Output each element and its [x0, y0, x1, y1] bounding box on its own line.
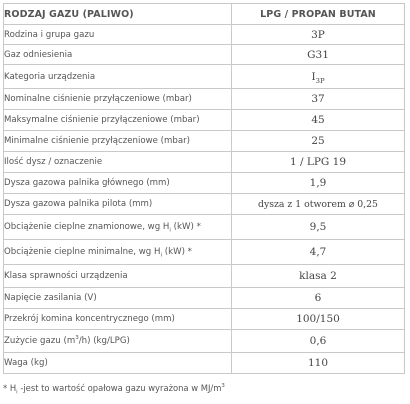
label-text: Obciążenie cieplne znamionowe, wg H — [4, 222, 170, 232]
param-value: 1,9 — [232, 173, 405, 194]
table-row — [4, 152, 405, 173]
table-row — [4, 45, 405, 65]
gas-spec-table — [3, 3, 405, 374]
table-row — [4, 25, 405, 45]
param-value: 0,6 — [232, 330, 405, 353]
param-label: Dysza gazowa palnika głównego (mm) — [4, 173, 232, 194]
footnote-marker: * H — [3, 383, 17, 393]
table-row — [4, 89, 405, 110]
param-label: Klasa sprawności urządzenia — [4, 265, 232, 288]
param-label: Minimalne ciśnienie przyłączeniowe (mbar) — [4, 131, 232, 152]
param-label — [4, 215, 232, 240]
param-value: 110 — [232, 353, 405, 374]
table-row — [4, 240, 405, 265]
label-superscript: 3 — [75, 335, 79, 342]
param-label — [4, 240, 232, 265]
param-value: G31 — [232, 45, 405, 65]
param-label: Ilość dysz / oznaczenie — [4, 152, 232, 173]
param-label: Waga (kg) — [4, 353, 232, 374]
param-label: Gaz odniesienia — [4, 45, 232, 65]
label-subscript: i — [169, 227, 171, 234]
param-label — [4, 330, 232, 353]
label-text: Obciążenie cieplne minimalne, wg H — [4, 247, 161, 257]
table-row — [4, 353, 405, 374]
table-row — [4, 65, 405, 89]
param-label: Nominalne ciśnienie przyłączeniowe (mbar) — [4, 89, 232, 110]
table-header-row — [4, 4, 405, 25]
table-row — [4, 215, 405, 240]
param-value: 9,5 — [232, 215, 405, 240]
param-value — [232, 65, 405, 89]
table-row — [4, 330, 405, 353]
label-subscript: i — [160, 252, 163, 259]
param-value: klasa 2 — [232, 265, 405, 288]
param-label: Przekrój komina koncentrycznego (mm) — [4, 309, 232, 330]
header-fuel-value: LPG / PROPAN BUTAN — [232, 4, 405, 25]
table-row — [4, 309, 405, 330]
footnote — [3, 383, 225, 396]
label-text: /h) (kg/LPG) — [78, 336, 130, 346]
param-value: 3P — [232, 25, 405, 45]
footnote-subscript: i — [16, 389, 18, 396]
param-value: dysza z 1 otworem ⌀ 0,25 — [232, 194, 405, 215]
header-fuel-type: RODZAJ GAZU (PALIWO) — [4, 4, 232, 25]
table-row — [4, 131, 405, 152]
param-label: Dysza gazowa palnika pilota (mm) — [4, 194, 232, 215]
footnote-superscript: 3 — [221, 383, 225, 390]
label-text: (kW) * — [170, 222, 201, 232]
table-row — [4, 110, 405, 131]
footnote-text: -jest to wartość opałowa gazu wyrażona w MJ/m — [17, 383, 222, 393]
param-value: 100/150 — [232, 309, 405, 330]
param-value: 4,7 — [232, 240, 405, 265]
param-label: Napięcie zasilania (V) — [4, 288, 232, 309]
param-value: 45 — [232, 110, 405, 131]
label-text: (kW) * — [162, 247, 192, 257]
table-row — [4, 288, 405, 309]
param-value: 25 — [232, 131, 405, 152]
label-text: Zużycie gazu (m — [4, 336, 76, 346]
param-label: Rodzina i grupa gazu — [4, 25, 232, 45]
table-row — [4, 194, 405, 215]
param-label: Maksymalne ciśnienie przyłączeniowe (mbar) — [4, 110, 232, 131]
param-value: 37 — [232, 89, 405, 110]
table-row — [4, 265, 405, 288]
table-row — [4, 173, 405, 194]
spec-table-wrapper — [3, 3, 405, 374]
category-sub: 3P — [315, 76, 325, 85]
param-label: Kategoria urządzenia — [4, 65, 232, 89]
param-value: 1 / LPG 19 — [232, 152, 405, 173]
category-main: I — [311, 70, 316, 83]
param-value: 6 — [232, 288, 405, 309]
